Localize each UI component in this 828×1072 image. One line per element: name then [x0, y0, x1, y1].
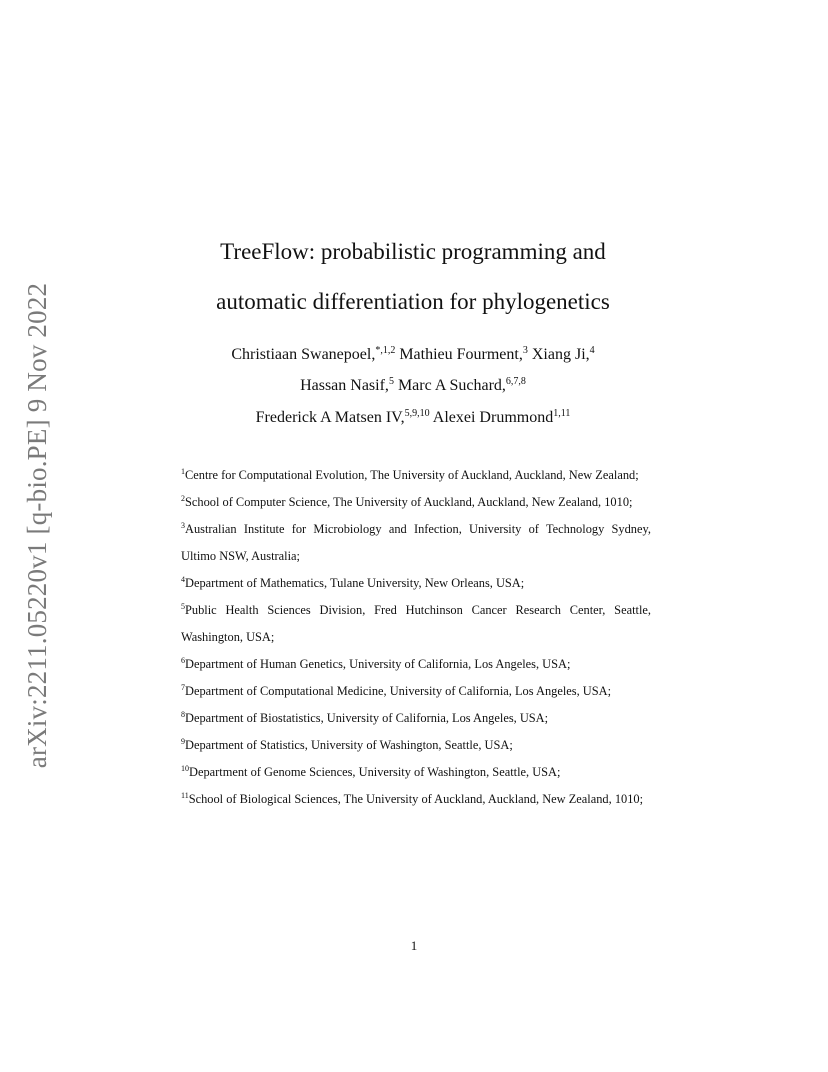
affiliation-item — [181, 651, 651, 678]
affiliation-item — [181, 759, 651, 786]
affiliation-number: 9 — [181, 737, 185, 746]
author-name: Xiang Ji, — [531, 346, 590, 363]
arxiv-identifier-text: arXiv:2211.05220v1 [q-bio.PE] 9 Nov 2022 — [22, 282, 53, 768]
author-affiliation-marks: *,1,2 — [375, 345, 396, 356]
affiliation-number: 6 — [181, 656, 185, 665]
affiliation-number: 11 — [181, 791, 189, 800]
affiliation-text: Department of Genome Sciences, University of Washington, Seattle, USA; — [189, 765, 561, 779]
affiliation-list — [181, 462, 651, 813]
arxiv-identifier-stamp — [18, 278, 58, 772]
affiliation-text: Department of Human Genetics, University of California, Los Angeles, USA; — [185, 657, 571, 671]
affiliation-number: 8 — [181, 710, 185, 719]
author-row-1 — [160, 346, 666, 364]
author-name: Alexei Drummond — [432, 409, 554, 426]
author-affiliation-marks: 1,11 — [553, 408, 571, 419]
page-number: 1 — [410, 938, 418, 953]
affiliation-text: Centre for Computational Evolution, The University of Auckland, Auckland, New Zealand; — [185, 468, 639, 482]
affiliation-item — [181, 462, 651, 489]
affiliation-number: 5 — [181, 602, 185, 611]
author-name: Christiaan Swanepoel, — [231, 346, 376, 363]
affiliation-item — [181, 570, 651, 597]
affiliation-number: 10 — [181, 764, 189, 773]
affiliation-text: Department of Statistics, University of Washington, Seattle, USA; — [185, 738, 513, 752]
affiliation-item — [181, 732, 651, 759]
author-name: Frederick A Matsen IV, — [255, 409, 405, 426]
affiliation-number: 4 — [181, 575, 185, 584]
affiliation-text: Department of Mathematics, Tulane University, New Orleans, USA; — [185, 576, 525, 590]
affiliation-number: 3 — [181, 521, 185, 530]
affiliation-text: Australian Institute for Microbiology and Infection, University of Technology Sydney, Ultimo NSW, Australia; — [181, 522, 651, 563]
affiliation-text: Department of Computational Medicine, University of California, Los Angeles, USA; — [185, 684, 612, 698]
author-name: Hassan Nasif, — [300, 377, 389, 394]
author-name: Marc A Suchard, — [397, 377, 506, 394]
affiliation-item — [181, 786, 651, 813]
author-affiliation-marks: 3 — [522, 345, 528, 356]
author-row-3 — [160, 409, 666, 427]
paper-title-line-2: automatic differentiation for phylogenetics — [216, 289, 610, 314]
affiliation-text: Department of Biostatistics, University of California, Los Angeles, USA; — [185, 711, 549, 725]
affiliation-item — [181, 597, 651, 651]
affiliation-text: School of Biological Sciences, The University of Auckland, Auckland, New Zealand, 1010; — [188, 792, 644, 806]
author-name: Mathieu Fourment, — [399, 346, 523, 363]
author-affiliation-marks: 5 — [388, 376, 394, 387]
affiliation-number: 2 — [181, 494, 185, 503]
affiliation-number: 1 — [181, 467, 185, 476]
affiliation-item — [181, 489, 651, 516]
paper-title-line-1: TreeFlow: probabilistic programming and — [220, 239, 606, 264]
affiliation-item — [181, 705, 651, 732]
author-row-2 — [160, 377, 666, 395]
author-affiliation-marks: 6,7,8 — [505, 376, 526, 387]
affiliation-text: Public Health Sciences Division, Fred Hutchinson Cancer Research Center, Seattle, Washington, USA; — [181, 603, 651, 644]
affiliation-item — [181, 516, 651, 570]
affiliation-item — [181, 678, 651, 705]
affiliation-text: School of Computer Science, The University of Auckland, Auckland, New Zealand, 1010; — [185, 495, 633, 509]
author-affiliation-marks: 4 — [589, 345, 595, 356]
author-affiliation-marks: 5,9,10 — [404, 408, 430, 419]
affiliation-number: 7 — [181, 683, 185, 692]
